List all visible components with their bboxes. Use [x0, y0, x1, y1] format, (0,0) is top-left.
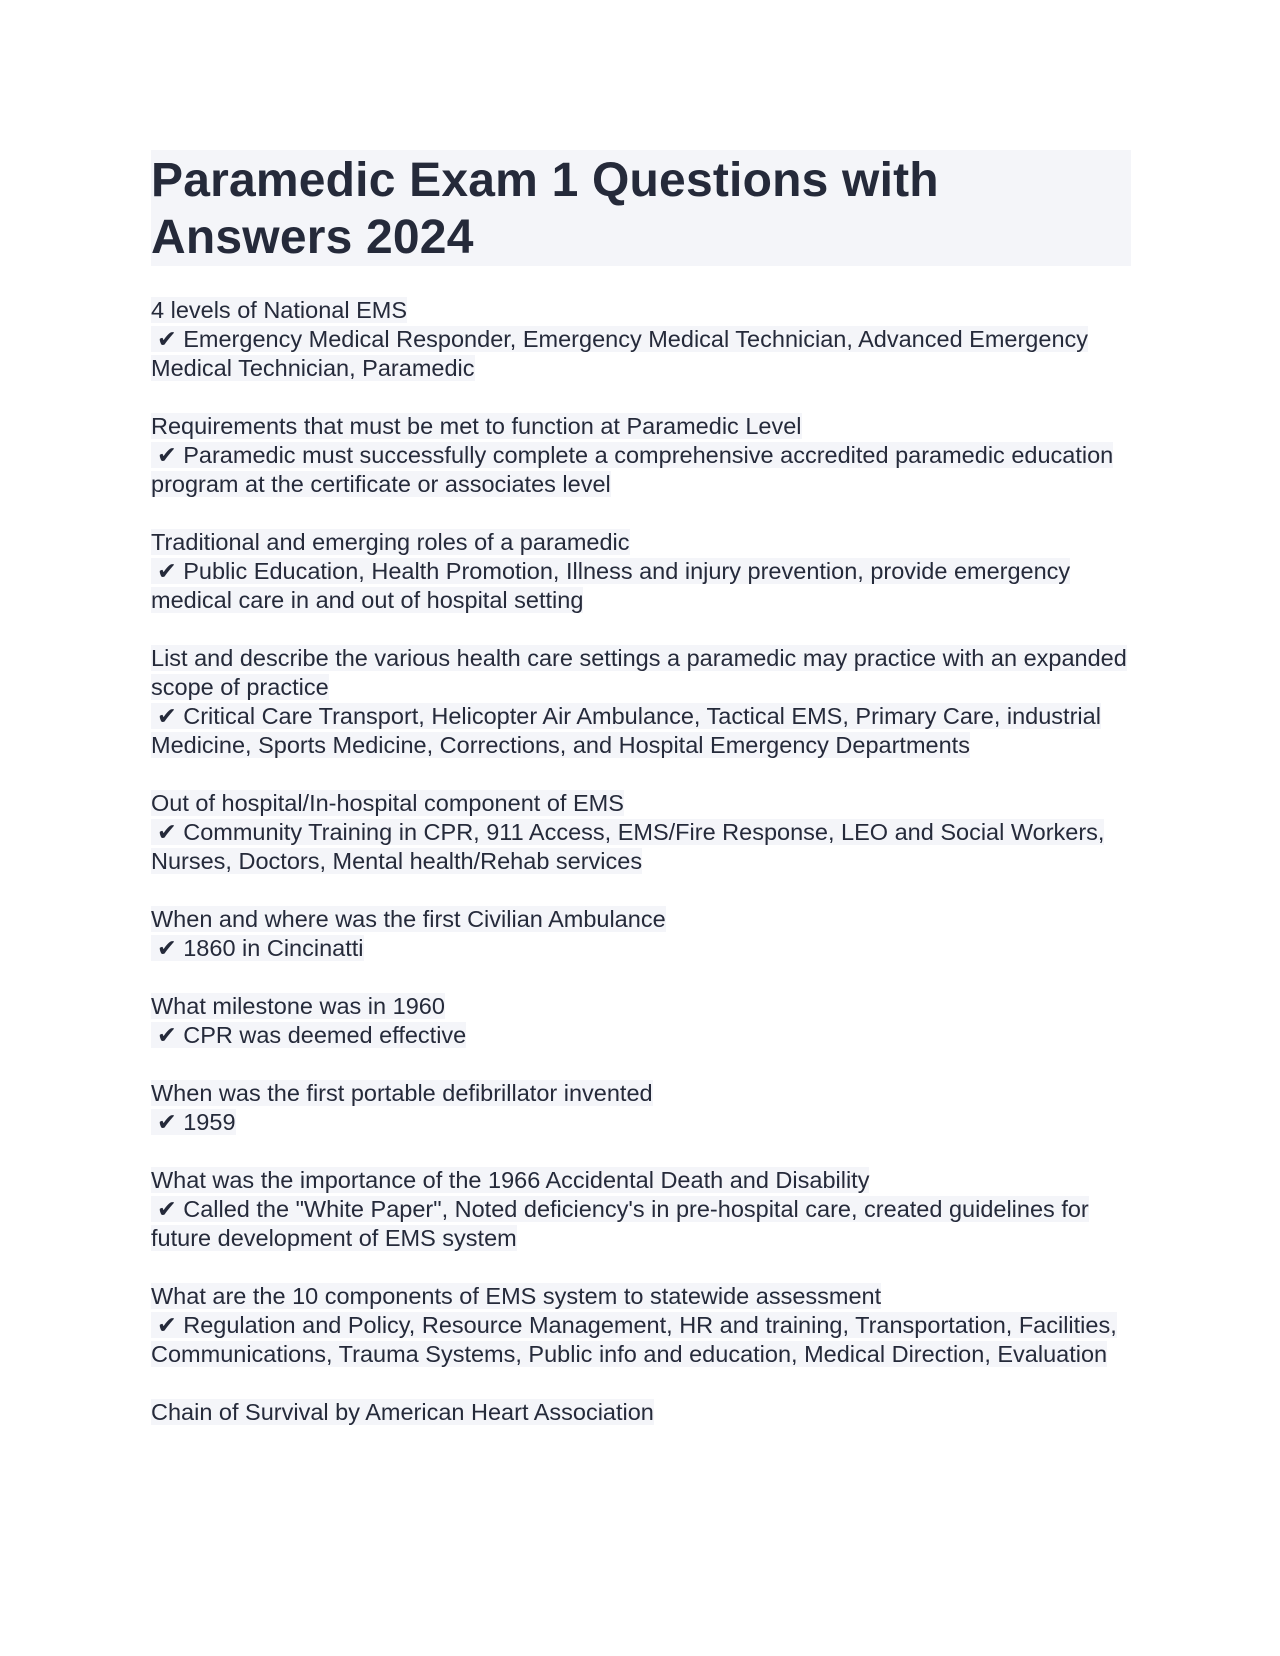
qa-item: [151, 296, 1131, 383]
answer-line: [151, 819, 1104, 874]
checkmark-icon: ✔: [157, 935, 177, 961]
question-text: When was the first portable defibrillator invented: [151, 1080, 653, 1106]
checkmark-icon: ✔: [157, 1109, 177, 1135]
checkmark-icon: ✔: [157, 1312, 177, 1338]
qa-item: [151, 1282, 1131, 1369]
question-text: 4 levels of National EMS: [151, 297, 408, 323]
checkmark-icon: ✔: [157, 1196, 177, 1222]
document-page: [151, 150, 1131, 1456]
qa-item: [151, 644, 1131, 760]
answer-line: [151, 935, 364, 961]
answer-text: Community Training in CPR, 911 Access, EMS/Fire Response, LEO and Social Workers, Nurses, Doctors, Mental health/Rehab services: [151, 819, 1105, 874]
question-text: Requirements that must be met to function at Paramedic Level: [151, 413, 802, 439]
answer-text: Public Education, Health Promotion, Illness and injury prevention, provide emergency medical care in and out of hospital setting: [151, 558, 1071, 613]
checkmark-icon: ✔: [157, 326, 177, 352]
answer-text: Emergency Medical Responder, Emergency Medical Technician, Advanced Emergency Medical Technician, Paramedic: [151, 326, 1089, 381]
qa-item: [151, 528, 1131, 615]
qa-item: [151, 905, 1131, 963]
answer-text: Called the "White Paper", Noted deficiency's in pre-hospital care, created guidelines for future development of EMS system: [151, 1196, 1089, 1251]
question-text: What are the 10 components of EMS system to statewide assessment: [151, 1283, 882, 1309]
answer-line: [151, 1109, 236, 1135]
answer-line: [151, 442, 1113, 497]
qa-item: [151, 1166, 1131, 1253]
checkmark-icon: ✔: [157, 703, 177, 729]
answer-line: [151, 703, 1101, 758]
question-text: List and describe the various health care settings a paramedic may practice with an expanded scope of practice: [151, 645, 1127, 700]
qa-item: [151, 789, 1131, 876]
question-text: Chain of Survival by American Heart Association: [151, 1399, 654, 1425]
checkmark-icon: ✔: [157, 819, 177, 845]
checkmark-icon: ✔: [157, 558, 177, 584]
qa-item: [151, 412, 1131, 499]
qa-item: [151, 1398, 1131, 1427]
qa-list: [151, 296, 1131, 1427]
answer-line: [151, 1196, 1089, 1251]
qa-item: [151, 992, 1131, 1050]
checkmark-icon: ✔: [157, 1022, 177, 1048]
answer-line: [151, 326, 1088, 381]
page-title: Paramedic Exam 1 Questions with Answers 2024: [151, 154, 939, 264]
qa-item: [151, 1079, 1131, 1137]
answer-text: Paramedic must successfully complete a comprehensive accredited paramedic education program at the certificate or associates level: [151, 442, 1114, 497]
answer-text: Critical Care Transport, Helicopter Air Ambulance, Tactical EMS, Primary Care, industrial Medicine, Sports Medicine, Corrections, and Hospital Emergency Departments: [151, 703, 1101, 758]
question-text: What milestone was in 1960: [151, 993, 445, 1019]
question-text: What was the importance of the 1966 Accidental Death and Disability: [151, 1167, 870, 1193]
answer-text: 1959: [183, 1109, 236, 1135]
checkmark-icon: ✔: [157, 442, 177, 468]
question-text: Traditional and emerging roles of a paramedic: [151, 529, 630, 555]
answer-line: [151, 1022, 466, 1048]
answer-text: Regulation and Policy, Resource Management, HR and training, Transportation, Facilities, Communications, Trauma Systems, Public info and education, Medical Direction, Evaluation: [151, 1312, 1117, 1367]
question-text: Out of hospital/In-hospital component of EMS: [151, 790, 624, 816]
answer-line: [151, 558, 1070, 613]
answer-line: [151, 1312, 1117, 1367]
title-block: [151, 150, 1131, 266]
answer-text: CPR was deemed effective: [183, 1022, 467, 1048]
answer-text: 1860 in Cincinatti: [183, 935, 364, 961]
question-text: When and where was the first Civilian Ambulance: [151, 906, 666, 932]
